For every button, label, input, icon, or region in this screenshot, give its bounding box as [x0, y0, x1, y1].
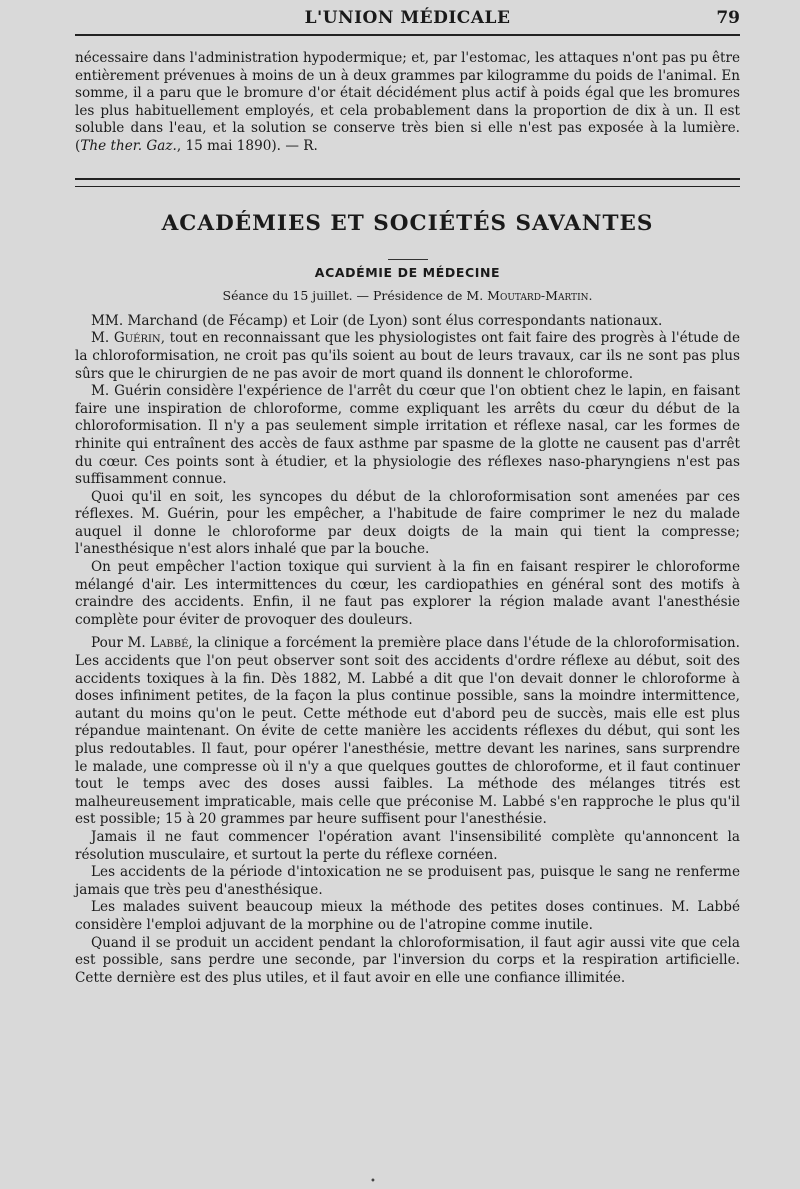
footer-mark: • [370, 1176, 376, 1187]
paragraph-text: Quoi qu'il en soit, les syncopes du début de la chloroformisation sont amenées par ces réflexes. M. Guérin, pour les empêcher, a l'habitude de faire comprimer le nez du malade auquel il donne le chloroforme par deux doigts de la main qui tient la compresse; l'anesthésique n'est alors inhalé que par la bouche. [75, 488, 740, 558]
page-number: 79 [716, 8, 740, 28]
paragraph [75, 313, 740, 331]
paragraph-prefix: M. [91, 330, 114, 347]
session-prefix: Séance du 15 juillet. — Présidence de M. [222, 288, 488, 304]
source-date: , 15 mai 1890). — R. [176, 137, 318, 154]
paragraph-text: MM. Marchand (de Fécamp) et Loir (de Lyon) sont élus correspondants nationaux. [91, 312, 663, 329]
top-paragraph-text: nécessaire dans l'administration hypodermique; et, par l'estomac, les attaques n'ont pas pu être entièrement prévenues à moins de un à deux grammes par kilogramme du poids de l'animal. En somme, il a paru que le bromure d'or était décidément plus actif à poids égal que les bromures les plus habituellement employés, et cela probablement dans la proportion de dix à un. Il est soluble dans l'eau, et la solution se conserve très bien si elle n'est pas exposée à la lumière. ( [75, 50, 740, 154]
paragraph-text: Quand il se produit un accident pendant la chloroformisation, il faut agir aussi vite que cela est possible, sans perdre une seconde, par l'inversion du corps et la respiration artificielle. Cette dernière est des plus utiles, et il faut avoir en elle une confiance illimitée. [75, 934, 740, 986]
article-body [75, 50, 740, 987]
paragraph-text: Les accidents de la période d'intoxication ne se produisent pas, puisque le sang ne renferme jamais que très peu d'anesthésique. [75, 864, 740, 898]
section-title: ACADÉMIES ET SOCIÉTÉS SAVANTES [161, 210, 654, 236]
paragraph [75, 330, 740, 383]
paragraph-text: , la clinique a forcément la première place dans l'étude de la chloroformisation. Les accidents que l'on peut observer sont soit des accidents d'ordre réflexe au début, soit des accidents toxiques à la fin. Dès 1882, M. Labbé a dit que l'on devait donner le chloroforme à doses infiniment petites, de la façon la plus continue possible, sans la moindre intermittence, autant du moins qu'on le peut. Cette méthode eut d'abord peu de succès, mais elle est plus répandue maintenant. On évite de cette manière les accidents réflexes du début, qui sont les plus redoutables. Il faut, pour opérer l'anesthésie, mettre devant les narines, sans surprendre le malade, une compresse où il n'y a que quelques gouttes de chloroforme, et il faut continuer tout le temps avec des doses aussi faibles. La méthode des mélanges titrés est malheureusement impraticable, mais celle que préconise M. Labbé s'en rapproche le plus qu'il est possible; 15 à 20 grammes par heure suffisent pour l'anesthésie. [75, 635, 740, 828]
paragraph-text: M. Guérin considère l'expérience de l'arrêt du cœur que l'on obtient chez le lapin, en faisant faire une inspiration de chloroforme, comme expliquant les arrêts du cœur du début de la chloroformisation. Il n'y a pas seulement simple irritation et réflexe nasal, car les formes de rhinite qui entraînent des accès de faux asthme par spasme de la glotte ne causent pas d'arrêt du cœur. Ces points sont à étudier, et la physiologie des réflexes naso-pharyngiens n'est pas suffisamment connue. [75, 383, 740, 488]
paragraph-text: , tout en reconnaissant que les physiologistes ont fait faire des progrès à l'étude de la chloroformisation, ne croit pas qu'ils soient au bout de leurs travaux, car ils ne sont pas plus sûrs que le chirurgien de ne pas avoir de mort quand ils donnent le chloroforme. [75, 330, 741, 382]
top-paragraph [75, 50, 740, 156]
paragraph [75, 383, 740, 489]
paragraph-prefix: Pour M. [91, 635, 151, 652]
section-divider [75, 178, 740, 187]
paragraph-text: On peut empêcher l'action toxique qui survient à la fin en faisant respirer le chloroforme mélangé d'air. Les intermittences du cœur, les cardiopathies en général sont des motifs à craindre des accidents. Enfin, il ne faut pas explorer la région malade avant l'anesthésie complète pour éviter de provoquer des douleurs. [75, 559, 740, 628]
journal-title: L'UNION MÉDICALE [304, 8, 511, 28]
source-citation: The ther. Gaz. [80, 137, 177, 154]
paragraph [75, 559, 740, 629]
paragraph-list [75, 313, 740, 988]
running-head [75, 6, 740, 32]
paragraph [75, 829, 740, 864]
paragraph [75, 935, 740, 988]
speaker-name: Guérin [113, 330, 161, 347]
paragraph [75, 489, 740, 559]
paragraph [75, 899, 740, 934]
session-president: Moutard-Martin [487, 288, 589, 304]
session-line [75, 287, 740, 305]
speaker-name: Labbé [150, 635, 189, 652]
title-underline [388, 259, 428, 260]
header-rule [75, 34, 740, 36]
session-suffix: . [588, 288, 593, 304]
academy-subtitle: ACADÉMIE DE MÉDECINE [314, 264, 501, 280]
paragraph-text: Les malades suivent beaucoup mieux la méthode des petites doses continues. M. Labbé considère l'emploi adjuvant de la morphine ou de l'atropine comme inutile. [75, 899, 740, 933]
paragraph [75, 864, 740, 899]
paragraph-text: Jamais il ne faut commencer l'opération avant l'insensibilité complète qu'annoncent la résolution musculaire, et surtout la perte du réflexe cornéen. [75, 828, 740, 863]
paragraph [75, 635, 740, 829]
